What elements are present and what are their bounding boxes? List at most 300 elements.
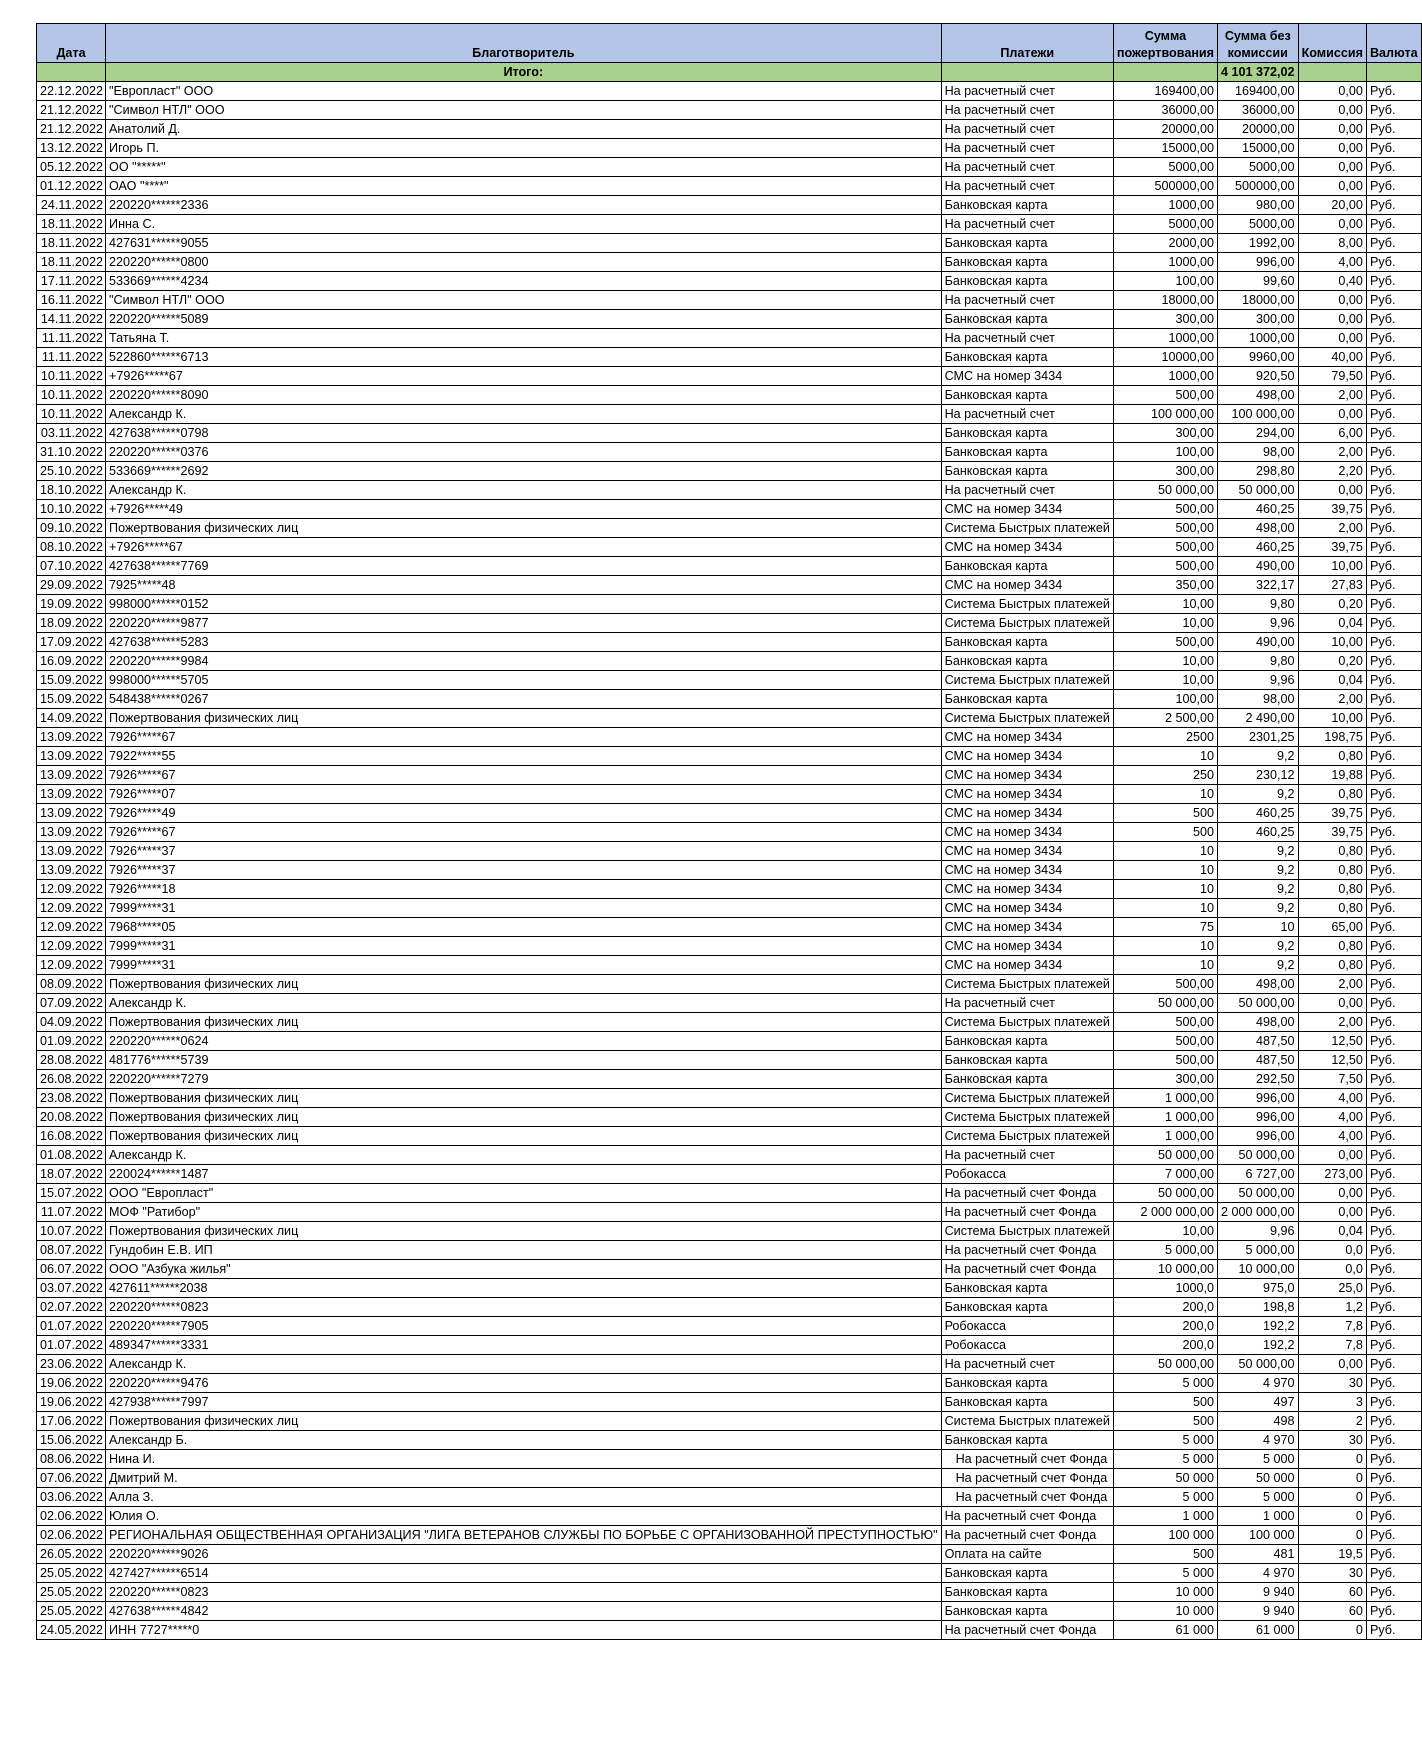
- table-row: [37, 956, 1422, 975]
- table-row: [37, 690, 1422, 709]
- cell-payment: Банковская карта: [941, 443, 1113, 462]
- cell-donor: Пожертвования физических лиц: [106, 1089, 942, 1108]
- cell-payment: СМС на номер 3434: [941, 861, 1113, 880]
- total-cell-empty: [1113, 63, 1217, 82]
- cell-net: 497: [1218, 1393, 1299, 1412]
- cell-payment: На расчетный счет: [941, 1355, 1113, 1374]
- cell-date: 25.05.2022: [37, 1564, 106, 1583]
- table-row: [37, 595, 1422, 614]
- cell-currency: Руб.: [1366, 880, 1421, 899]
- cell-currency: Руб.: [1366, 1108, 1421, 1127]
- table-row: [37, 234, 1422, 253]
- cell-donor: 548438******0267: [106, 690, 942, 709]
- cell-donor: 481776******5739: [106, 1051, 942, 1070]
- cell-amount: 2 500,00: [1113, 709, 1217, 728]
- cell-amount: 500,00: [1113, 557, 1217, 576]
- cell-payment: Система Быстрых платежей: [941, 709, 1113, 728]
- cell-amount: 50 000,00: [1113, 1184, 1217, 1203]
- cell-amount: 20000,00: [1113, 120, 1217, 139]
- cell-fee: 0: [1298, 1621, 1366, 1640]
- cell-amount: 169400,00: [1113, 82, 1217, 101]
- cell-donor: 7926*****37: [106, 861, 942, 880]
- cell-currency: Руб.: [1366, 1317, 1421, 1336]
- cell-donor: 220220******2336: [106, 196, 942, 215]
- cell-fee: 0,80: [1298, 880, 1366, 899]
- cell-amount: 50 000,00: [1113, 481, 1217, 500]
- table-row: [37, 82, 1422, 101]
- cell-currency: Руб.: [1366, 1621, 1421, 1640]
- cell-amount: 300,00: [1113, 424, 1217, 443]
- cell-amount: 18000,00: [1113, 291, 1217, 310]
- cell-currency: Руб.: [1366, 1127, 1421, 1146]
- cell-currency: Руб.: [1366, 1507, 1421, 1526]
- cell-payment: СМС на номер 3434: [941, 538, 1113, 557]
- table-row: [37, 120, 1422, 139]
- cell-net: 100 000: [1218, 1526, 1299, 1545]
- cell-date: 08.09.2022: [37, 975, 106, 994]
- cell-currency: Руб.: [1366, 481, 1421, 500]
- cell-donor: Пожертвования физических лиц: [106, 975, 942, 994]
- table-row: [37, 1583, 1422, 1602]
- cell-date: 02.07.2022: [37, 1298, 106, 1317]
- cell-currency: Руб.: [1366, 1583, 1421, 1602]
- cell-date: 08.07.2022: [37, 1241, 106, 1260]
- cell-payment: Банковская карта: [941, 1583, 1113, 1602]
- cell-payment: СМС на номер 3434: [941, 785, 1113, 804]
- cell-fee: 0,00: [1298, 101, 1366, 120]
- cell-payment: СМС на номер 3434: [941, 842, 1113, 861]
- cell-payment: СМС на номер 3434: [941, 367, 1113, 386]
- cell-net: 36000,00: [1218, 101, 1299, 120]
- cell-donor: ООО "Азбука жилья": [106, 1260, 942, 1279]
- cell-net: 10 000,00: [1218, 1260, 1299, 1279]
- cell-date: 18.10.2022: [37, 481, 106, 500]
- cell-donor: Гундобин Е.В. ИП: [106, 1241, 942, 1260]
- cell-amount: 200,0: [1113, 1298, 1217, 1317]
- cell-fee: 0,04: [1298, 671, 1366, 690]
- cell-net: 294,00: [1218, 424, 1299, 443]
- cell-date: 13.09.2022: [37, 842, 106, 861]
- cell-payment: СМС на номер 3434: [941, 899, 1113, 918]
- cell-payment: Банковская карта: [941, 633, 1113, 652]
- cell-currency: Руб.: [1366, 918, 1421, 937]
- cell-donor: 7925*****48: [106, 576, 942, 595]
- cell-date: 15.06.2022: [37, 1431, 106, 1450]
- table-row: [37, 842, 1422, 861]
- cell-payment: Система Быстрых платежей: [941, 1089, 1113, 1108]
- cell-amount: 100 000: [1113, 1526, 1217, 1545]
- cell-payment: Банковская карта: [941, 1051, 1113, 1070]
- cell-fee: 2,00: [1298, 386, 1366, 405]
- cell-net: 4 970: [1218, 1374, 1299, 1393]
- cell-date: 21.12.2022: [37, 101, 106, 120]
- cell-payment: СМС на номер 3434: [941, 823, 1113, 842]
- cell-payment: СМС на номер 3434: [941, 747, 1113, 766]
- cell-amount: 2500: [1113, 728, 1217, 747]
- cell-amount: 50 000,00: [1113, 1355, 1217, 1374]
- cell-payment: На расчетный счет Фонда: [941, 1203, 1113, 1222]
- table-row: [37, 196, 1422, 215]
- cell-donor: 427638******7769: [106, 557, 942, 576]
- cell-donor: 220220******7279: [106, 1070, 942, 1089]
- cell-amount: 100,00: [1113, 690, 1217, 709]
- cell-payment: На расчетный счет: [941, 215, 1113, 234]
- cell-fee: 0,80: [1298, 785, 1366, 804]
- cell-fee: 0,00: [1298, 215, 1366, 234]
- cell-amount: 500: [1113, 1545, 1217, 1564]
- cell-amount: 300,00: [1113, 462, 1217, 481]
- cell-fee: 198,75: [1298, 728, 1366, 747]
- cell-net: 100 000,00: [1218, 405, 1299, 424]
- cell-amount: 10 000: [1113, 1583, 1217, 1602]
- cell-net: 9,96: [1218, 614, 1299, 633]
- table-row: [37, 785, 1422, 804]
- cell-donor: Инна С.: [106, 215, 942, 234]
- cell-payment: На расчетный счет Фонда: [941, 1488, 1113, 1507]
- cell-amount: 10,00: [1113, 595, 1217, 614]
- table-row: [37, 177, 1422, 196]
- cell-fee: 30: [1298, 1564, 1366, 1583]
- cell-donor: +7926*****67: [106, 367, 942, 386]
- cell-payment: Робокасса: [941, 1317, 1113, 1336]
- cell-currency: Руб.: [1366, 595, 1421, 614]
- cell-donor: 7926*****49: [106, 804, 942, 823]
- cell-amount: 50 000,00: [1113, 994, 1217, 1013]
- table-row: [37, 557, 1422, 576]
- table-row: [37, 1127, 1422, 1146]
- cell-donor: 427631******9055: [106, 234, 942, 253]
- cell-date: 01.07.2022: [37, 1317, 106, 1336]
- cell-payment: На расчетный счет Фонда: [941, 1260, 1113, 1279]
- cell-amount: 50 000,00: [1113, 1146, 1217, 1165]
- cell-net: 230,12: [1218, 766, 1299, 785]
- cell-net: 50 000,00: [1218, 1355, 1299, 1374]
- table-row: [37, 1488, 1422, 1507]
- cell-currency: Руб.: [1366, 291, 1421, 310]
- cell-date: 13.09.2022: [37, 804, 106, 823]
- cell-donor: Пожертвования физических лиц: [106, 1108, 942, 1127]
- cell-payment: Система Быстрых платежей: [941, 1412, 1113, 1431]
- cell-fee: 39,75: [1298, 500, 1366, 519]
- cell-donor: Игорь П.: [106, 139, 942, 158]
- cell-currency: Руб.: [1366, 804, 1421, 823]
- cell-net: 9,2: [1218, 747, 1299, 766]
- cell-date: 13.09.2022: [37, 785, 106, 804]
- cell-currency: Руб.: [1366, 1564, 1421, 1583]
- cell-currency: Руб.: [1366, 1013, 1421, 1032]
- cell-donor: 7926*****67: [106, 823, 942, 842]
- cell-payment: Система Быстрых платежей: [941, 1108, 1113, 1127]
- cell-date: 18.11.2022: [37, 253, 106, 272]
- cell-currency: Руб.: [1366, 101, 1421, 120]
- cell-net: 50 000,00: [1218, 994, 1299, 1013]
- cell-donor: 220220******5089: [106, 310, 942, 329]
- cell-currency: Руб.: [1366, 538, 1421, 557]
- cell-fee: 0,00: [1298, 177, 1366, 196]
- cell-fee: 0,00: [1298, 1146, 1366, 1165]
- cell-net: 4 970: [1218, 1431, 1299, 1450]
- cell-currency: Руб.: [1366, 1184, 1421, 1203]
- cell-payment: Банковская карта: [941, 1032, 1113, 1051]
- cell-net: 1992,00: [1218, 234, 1299, 253]
- cell-fee: 0,00: [1298, 310, 1366, 329]
- cell-date: 29.09.2022: [37, 576, 106, 595]
- cell-currency: Руб.: [1366, 1393, 1421, 1412]
- cell-fee: 0: [1298, 1450, 1366, 1469]
- cell-amount: 100,00: [1113, 443, 1217, 462]
- table-row: [37, 1013, 1422, 1032]
- cell-amount: 200,0: [1113, 1336, 1217, 1355]
- cell-net: 9,96: [1218, 1222, 1299, 1241]
- cell-date: 16.09.2022: [37, 652, 106, 671]
- cell-amount: 10: [1113, 880, 1217, 899]
- table-row: [37, 462, 1422, 481]
- table-row: [37, 1165, 1422, 1184]
- cell-donor: 7926*****67: [106, 728, 942, 747]
- cell-donor: 489347******3331: [106, 1336, 942, 1355]
- cell-net: 300,00: [1218, 310, 1299, 329]
- cell-currency: Руб.: [1366, 519, 1421, 538]
- cell-amount: 2000,00: [1113, 234, 1217, 253]
- cell-currency: Руб.: [1366, 1374, 1421, 1393]
- cell-date: 08.10.2022: [37, 538, 106, 557]
- cell-net: 975,0: [1218, 1279, 1299, 1298]
- cell-payment: Банковская карта: [941, 690, 1113, 709]
- cell-amount: 10: [1113, 956, 1217, 975]
- table-row: [37, 329, 1422, 348]
- table-row: [37, 1317, 1422, 1336]
- cell-fee: 4,00: [1298, 1089, 1366, 1108]
- cell-payment: Банковская карта: [941, 253, 1113, 272]
- cell-date: 10.11.2022: [37, 405, 106, 424]
- cell-payment: На расчетный счет Фонда: [941, 1450, 1113, 1469]
- table-row: [37, 1526, 1422, 1545]
- cell-net: 2 490,00: [1218, 709, 1299, 728]
- cell-amount: 10,00: [1113, 1222, 1217, 1241]
- table-row: [37, 1241, 1422, 1260]
- cell-payment: Банковская карта: [941, 1070, 1113, 1089]
- cell-donor: 427638******5283: [106, 633, 942, 652]
- cell-currency: Руб.: [1366, 1412, 1421, 1431]
- cell-net: 9,80: [1218, 652, 1299, 671]
- cell-currency: Руб.: [1366, 1032, 1421, 1051]
- cell-net: 1000,00: [1218, 329, 1299, 348]
- cell-currency: Руб.: [1366, 652, 1421, 671]
- cell-payment: На расчетный счет Фонда: [941, 1507, 1113, 1526]
- cell-net: 460,25: [1218, 500, 1299, 519]
- cell-net: 50 000,00: [1218, 1146, 1299, 1165]
- cell-date: 14.09.2022: [37, 709, 106, 728]
- cell-date: 08.06.2022: [37, 1450, 106, 1469]
- cell-amount: 1000,00: [1113, 196, 1217, 215]
- cell-payment: СМС на номер 3434: [941, 956, 1113, 975]
- cell-payment: Банковская карта: [941, 1279, 1113, 1298]
- cell-date: 03.11.2022: [37, 424, 106, 443]
- cell-net: 5000,00: [1218, 158, 1299, 177]
- table-row: [37, 272, 1422, 291]
- cell-date: 13.09.2022: [37, 823, 106, 842]
- cell-amount: 500,00: [1113, 386, 1217, 405]
- cell-fee: 0,80: [1298, 747, 1366, 766]
- cell-currency: Руб.: [1366, 462, 1421, 481]
- cell-fee: 0,80: [1298, 842, 1366, 861]
- table-row: [37, 424, 1422, 443]
- cell-net: 980,00: [1218, 196, 1299, 215]
- cell-date: 19.06.2022: [37, 1393, 106, 1412]
- cell-fee: 0,00: [1298, 158, 1366, 177]
- cell-date: 25.05.2022: [37, 1583, 106, 1602]
- cell-currency: Руб.: [1366, 1336, 1421, 1355]
- cell-amount: 5 000: [1113, 1431, 1217, 1450]
- cell-fee: 4,00: [1298, 1108, 1366, 1127]
- cell-date: 12.09.2022: [37, 899, 106, 918]
- table-row: [37, 1298, 1422, 1317]
- cell-date: 13.09.2022: [37, 728, 106, 747]
- cell-payment: На расчетный счет: [941, 82, 1113, 101]
- cell-fee: 0,80: [1298, 861, 1366, 880]
- total-row: [37, 63, 1422, 82]
- cell-net: 1 000: [1218, 1507, 1299, 1526]
- table-row: [37, 1260, 1422, 1279]
- cell-payment: Банковская карта: [941, 234, 1113, 253]
- cell-net: 920,50: [1218, 367, 1299, 386]
- cell-fee: 0,80: [1298, 899, 1366, 918]
- cell-date: 07.09.2022: [37, 994, 106, 1013]
- cell-currency: Руб.: [1366, 823, 1421, 842]
- cell-currency: Руб.: [1366, 139, 1421, 158]
- cell-fee: 12,50: [1298, 1032, 1366, 1051]
- cell-payment: Система Быстрых платежей: [941, 1013, 1113, 1032]
- cell-payment: На расчетный счет: [941, 329, 1113, 348]
- cell-donor: 998000******0152: [106, 595, 942, 614]
- cell-net: 9,2: [1218, 899, 1299, 918]
- cell-payment: СМС на номер 3434: [941, 918, 1113, 937]
- table-row: [37, 1203, 1422, 1222]
- cell-currency: Руб.: [1366, 1450, 1421, 1469]
- cell-date: 13.12.2022: [37, 139, 106, 158]
- cell-fee: 7,8: [1298, 1336, 1366, 1355]
- cell-donor: 220220******9026: [106, 1545, 942, 1564]
- cell-currency: Руб.: [1366, 1051, 1421, 1070]
- cell-amount: 36000,00: [1113, 101, 1217, 120]
- table-row: [37, 899, 1422, 918]
- cell-date: 13.09.2022: [37, 766, 106, 785]
- cell-fee: 20,00: [1298, 196, 1366, 215]
- cell-amount: 500: [1113, 1412, 1217, 1431]
- cell-currency: Руб.: [1366, 253, 1421, 272]
- cell-date: 10.10.2022: [37, 500, 106, 519]
- cell-net: 50 000,00: [1218, 1184, 1299, 1203]
- cell-donor: Александр Б.: [106, 1431, 942, 1450]
- total-net: 4 101 372,02: [1218, 63, 1299, 82]
- cell-net: 61 000: [1218, 1621, 1299, 1640]
- cell-payment: Система Быстрых платежей: [941, 519, 1113, 538]
- cell-donor: 7968*****05: [106, 918, 942, 937]
- cell-net: 98,00: [1218, 443, 1299, 462]
- cell-donor: Александр К.: [106, 481, 942, 500]
- cell-amount: 250: [1113, 766, 1217, 785]
- cell-date: 13.09.2022: [37, 747, 106, 766]
- cell-date: 15.09.2022: [37, 690, 106, 709]
- cell-fee: 0: [1298, 1526, 1366, 1545]
- cell-net: 498,00: [1218, 975, 1299, 994]
- donations-table: [36, 23, 1422, 1640]
- cell-net: 490,00: [1218, 557, 1299, 576]
- cell-date: 02.06.2022: [37, 1507, 106, 1526]
- cell-date: 05.12.2022: [37, 158, 106, 177]
- cell-payment: Банковская карта: [941, 1602, 1113, 1621]
- cell-amount: 500,00: [1113, 1051, 1217, 1070]
- cell-fee: 65,00: [1298, 918, 1366, 937]
- cell-amount: 500,00: [1113, 633, 1217, 652]
- cell-donor: 7999*****31: [106, 937, 942, 956]
- cell-date: 15.09.2022: [37, 671, 106, 690]
- cell-fee: 0,20: [1298, 595, 1366, 614]
- cell-fee: 2,00: [1298, 519, 1366, 538]
- cell-date: 12.09.2022: [37, 880, 106, 899]
- cell-payment: Оплата на сайте: [941, 1545, 1113, 1564]
- cell-date: 03.07.2022: [37, 1279, 106, 1298]
- header-net: Сумма без комиссии: [1218, 24, 1299, 63]
- cell-donor: 220220******8090: [106, 386, 942, 405]
- cell-amount: 300,00: [1113, 1070, 1217, 1089]
- cell-fee: 60: [1298, 1602, 1366, 1621]
- cell-date: 23.08.2022: [37, 1089, 106, 1108]
- table-row: [37, 1336, 1422, 1355]
- cell-currency: Руб.: [1366, 158, 1421, 177]
- table-row: [37, 804, 1422, 823]
- cell-currency: Руб.: [1366, 1488, 1421, 1507]
- table-row: [37, 386, 1422, 405]
- total-cell-empty: [1298, 63, 1366, 82]
- cell-payment: СМС на номер 3434: [941, 937, 1113, 956]
- cell-fee: 27,83: [1298, 576, 1366, 595]
- cell-payment: На расчетный счет: [941, 291, 1113, 310]
- cell-net: 50 000,00: [1218, 481, 1299, 500]
- cell-fee: 79,50: [1298, 367, 1366, 386]
- cell-donor: ООО "Европласт": [106, 1184, 942, 1203]
- cell-date: 26.08.2022: [37, 1070, 106, 1089]
- cell-date: 28.08.2022: [37, 1051, 106, 1070]
- cell-currency: Руб.: [1366, 975, 1421, 994]
- table-row: [37, 1564, 1422, 1583]
- cell-date: 22.12.2022: [37, 82, 106, 101]
- cell-date: 01.09.2022: [37, 1032, 106, 1051]
- table-row: [37, 139, 1422, 158]
- table-row: [37, 405, 1422, 424]
- cell-net: 9,2: [1218, 785, 1299, 804]
- cell-payment: СМС на номер 3434: [941, 880, 1113, 899]
- cell-net: 9,96: [1218, 671, 1299, 690]
- cell-net: 460,25: [1218, 804, 1299, 823]
- cell-fee: 25,0: [1298, 1279, 1366, 1298]
- header-payment: Платежи: [941, 24, 1113, 63]
- cell-date: 18.09.2022: [37, 614, 106, 633]
- cell-payment: На расчетный счет Фонда: [941, 1621, 1113, 1640]
- cell-donor: 220220******7905: [106, 1317, 942, 1336]
- table-row: [37, 443, 1422, 462]
- cell-amount: 10: [1113, 747, 1217, 766]
- cell-net: 9,2: [1218, 937, 1299, 956]
- table-row: [37, 1602, 1422, 1621]
- cell-date: 01.08.2022: [37, 1146, 106, 1165]
- cell-donor: 220220******9984: [106, 652, 942, 671]
- table-row: [37, 633, 1422, 652]
- cell-donor: 7926*****07: [106, 785, 942, 804]
- cell-donor: +7926*****49: [106, 500, 942, 519]
- cell-currency: Руб.: [1366, 1526, 1421, 1545]
- cell-donor: 220024******1487: [106, 1165, 942, 1184]
